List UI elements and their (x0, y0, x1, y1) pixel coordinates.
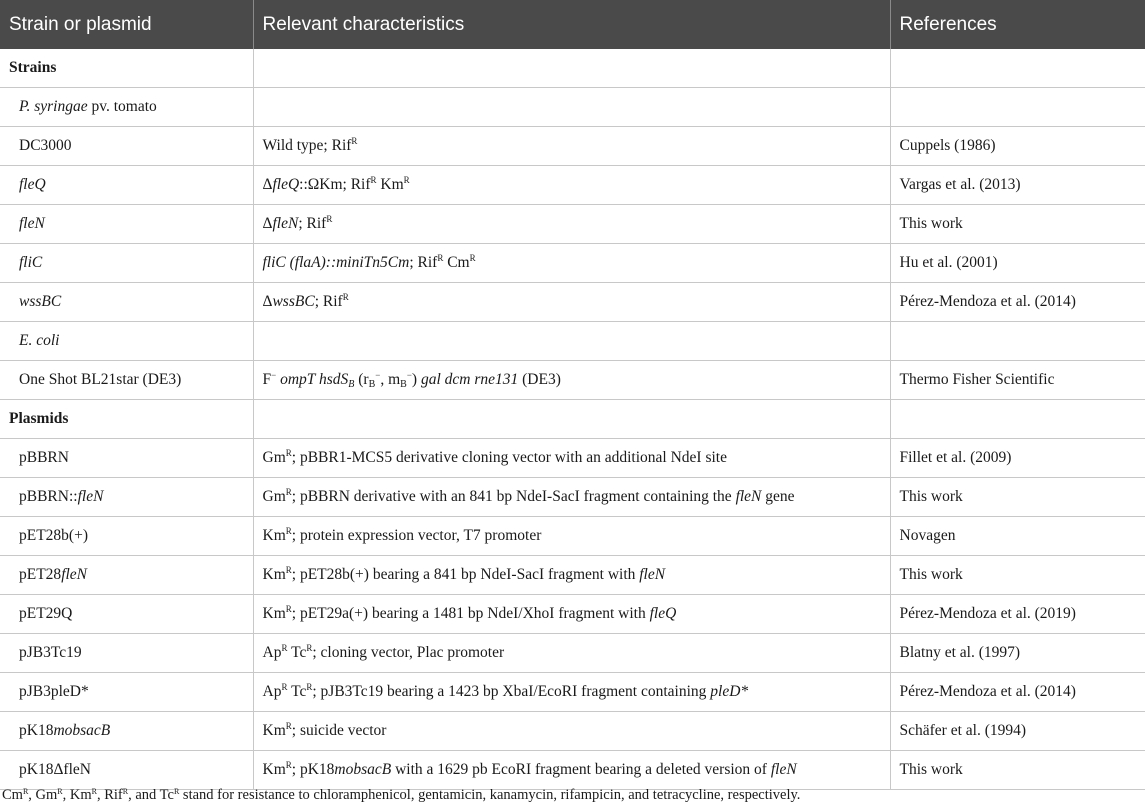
cell-relevant-characteristics (253, 712, 890, 751)
cell-reference: Novagen (890, 517, 1145, 556)
subscript: B (348, 379, 355, 390)
cell-relevant-characteristics (253, 634, 890, 673)
text-run: fleN (639, 566, 666, 583)
text-run: Wild type; Rif (262, 137, 352, 154)
superscript: R (281, 682, 288, 692)
cell-reference (890, 88, 1145, 127)
cell-relevant-characteristics (253, 361, 890, 400)
text-run: ; protein expression vector, T7 promoter (291, 527, 542, 544)
text-run: mobsacB (53, 722, 111, 739)
text-run: P. syringae (19, 98, 88, 115)
table-row (0, 751, 1145, 790)
text-run: pBBRN (19, 449, 69, 466)
text-run: fleN (272, 215, 299, 232)
text-run: Strains (9, 59, 57, 76)
table-row (0, 595, 1145, 634)
text-run: DC3000 (19, 137, 72, 154)
table-row (0, 478, 1145, 517)
section-row (0, 400, 1145, 439)
cell-reference: Hu et al. (2001) (890, 244, 1145, 283)
text-run: , Km (62, 787, 92, 803)
cell-relevant-characteristics (253, 205, 890, 244)
text-run: ; pK18 (291, 761, 335, 778)
text-run: gene (761, 488, 795, 505)
text-run: fleQ (649, 605, 677, 622)
text-run: stand for resistance to chloramphenicol, gentamicin, kanamycin, rifampicin, and tetracycline, respectively. (179, 787, 801, 803)
superscript: R (285, 604, 292, 614)
text-run: Gm (262, 449, 286, 466)
text-run: ompT hsdS (280, 371, 349, 388)
text-run: , Rif (96, 787, 123, 803)
text-run: Km (262, 761, 286, 778)
text-run: ; pJB3Tc19 bearing a 1423 bp XbaI/EcoRI fragment containing (312, 683, 711, 700)
superscript: R (122, 787, 129, 796)
cell-strain-or-plasmid (0, 166, 253, 205)
cell-relevant-characteristics (253, 283, 890, 322)
text-run: ; suicide vector (291, 722, 387, 739)
text-run: Plasmids (9, 410, 69, 427)
cell-strain-or-plasmid (0, 205, 253, 244)
text-run: ) (411, 371, 421, 388)
cell-strain-or-plasmid (0, 439, 253, 478)
text-run: fleN (770, 761, 797, 778)
cell-strain-or-plasmid (0, 88, 253, 127)
text-run: Km (262, 527, 286, 544)
cell-relevant-characteristics (253, 751, 890, 790)
superscript: R (91, 787, 97, 796)
superscript: − (271, 370, 277, 380)
text-run: pBBRN:: (19, 488, 78, 505)
cell-reference: Pérez-Mendoza et al. (2019) (890, 595, 1145, 634)
table-row (0, 673, 1145, 712)
text-run: fleN (77, 488, 104, 505)
cell-strain-or-plasmid (0, 712, 253, 751)
superscript: R (285, 760, 292, 770)
superscript: − (406, 370, 412, 380)
cell-strain-or-plasmid (0, 478, 253, 517)
superscript: R (469, 253, 476, 263)
text-run: Km (376, 176, 404, 193)
table-row (0, 439, 1145, 478)
superscript: R (306, 682, 313, 692)
cell-relevant-characteristics (253, 517, 890, 556)
text-run: Tc (287, 683, 307, 700)
text-run: , Gm (28, 787, 58, 803)
text-run: fleN (61, 566, 88, 583)
text-run: gal dcm rne131 (420, 371, 519, 388)
cell-relevant-characteristics (253, 244, 890, 283)
superscript: R (342, 292, 349, 302)
text-run: pleD* (710, 683, 749, 700)
text-run: Ap (262, 644, 282, 661)
text-run: Km (262, 722, 286, 739)
cell-strain-or-plasmid (0, 49, 253, 88)
cell-strain-or-plasmid (0, 127, 253, 166)
text-run: wssBC (19, 293, 62, 310)
text-run: F (262, 371, 272, 388)
text-run: fleN (735, 488, 762, 505)
table-row (0, 322, 1145, 361)
cell-strain-or-plasmid (0, 361, 253, 400)
text-run: pv. tomato (87, 98, 157, 115)
text-run: fliC (19, 254, 43, 271)
table-body (0, 49, 1145, 790)
cell-reference: This work (890, 205, 1145, 244)
table-row (0, 712, 1145, 751)
cell-relevant-characteristics (253, 439, 890, 478)
text-run: Tc (287, 644, 307, 661)
subscript: B (400, 379, 407, 390)
superscript: R (370, 175, 377, 185)
text-run: pJB3pleD* (19, 683, 89, 700)
table-row (0, 634, 1145, 673)
text-run: wssBC (272, 293, 315, 310)
cell-relevant-characteristics (253, 166, 890, 205)
text-run: ; Rif (409, 254, 438, 271)
text-run: pET28 (19, 566, 62, 583)
text-run: pJB3Tc19 (19, 644, 82, 661)
subscript: B (368, 379, 376, 390)
text-run: ; cloning vector, Plac promoter (312, 644, 505, 661)
superscript: R (326, 214, 333, 224)
cell-reference: Vargas et al. (2013) (890, 166, 1145, 205)
table-row (0, 244, 1145, 283)
cell-strain-or-plasmid (0, 673, 253, 712)
superscript: R (285, 721, 292, 731)
cell-relevant-characteristics (253, 673, 890, 712)
superscript: R (285, 526, 292, 536)
cell-reference (890, 49, 1145, 88)
text-run: Δ (262, 215, 273, 232)
table-row (0, 556, 1145, 595)
cell-strain-or-plasmid (0, 556, 253, 595)
text-run: E. coli (19, 332, 60, 349)
superscript: R (57, 787, 63, 796)
text-run: fleQ (19, 176, 46, 193)
cell-relevant-characteristics (253, 127, 890, 166)
text-run: mobsacB (334, 761, 392, 778)
text-run: Ap (262, 683, 282, 700)
text-run: with a 1629 pb EcoRI fragment bearing a deleted version of (391, 761, 771, 778)
superscript: R (22, 787, 29, 796)
section-row (0, 49, 1145, 88)
table-row (0, 283, 1145, 322)
table-row (0, 166, 1145, 205)
text-run: Δ (262, 293, 273, 310)
superscript: R (437, 253, 444, 263)
text-run: , and Tc (128, 787, 174, 803)
text-run: ; pET28b(+) bearing a 841 bp NdeI-SacI fragment with (291, 566, 640, 583)
table-footnote (2, 787, 800, 804)
cell-reference: Blatny et al. (1997) (890, 634, 1145, 673)
superscript: R (285, 448, 292, 458)
superscript: R (403, 175, 410, 185)
cell-relevant-characteristics (253, 478, 890, 517)
text-run: pET28b(+) (19, 527, 89, 544)
cell-strain-or-plasmid (0, 595, 253, 634)
cell-relevant-characteristics (253, 595, 890, 634)
text-run: Cm (2, 787, 23, 803)
text-run: fliC (flaA)::miniTn5Cm (262, 254, 410, 271)
text-run: fleN (19, 215, 45, 232)
superscript: R (285, 487, 292, 497)
header-row (0, 0, 1145, 49)
cell-strain-or-plasmid (0, 634, 253, 673)
cell-reference: Pérez-Mendoza et al. (2014) (890, 283, 1145, 322)
text-run: pET29Q (19, 605, 73, 622)
cell-relevant-characteristics (253, 322, 890, 361)
text-run: Δ (262, 176, 273, 193)
superscript: R (306, 643, 313, 653)
text-run: ::ΩKm; Rif (299, 176, 371, 193)
text-run: Gm (262, 488, 286, 505)
text-run: (r (354, 371, 369, 388)
text-run: ; pET29a(+) bearing a 1481 bp NdeI/XhoI fragment with (291, 605, 650, 622)
table-row (0, 361, 1145, 400)
text-run: Km (262, 566, 286, 583)
superscript: − (375, 370, 381, 380)
header-relevant-characteristics: Relevant characteristics (253, 0, 890, 49)
table-row (0, 517, 1145, 556)
text-run: , m (380, 371, 401, 388)
superscript: R (173, 787, 180, 796)
cell-reference: Schäfer et al. (1994) (890, 712, 1145, 751)
cell-relevant-characteristics (253, 556, 890, 595)
superscript: R (351, 136, 358, 146)
text-run: One Shot BL21star (DE3) (19, 371, 182, 388)
header-strain-or-plasmid: Strain or plasmid (0, 0, 253, 49)
header-references: References (890, 0, 1145, 49)
text-run: pK18ΔfleN (19, 761, 91, 778)
text-run: ; Rif (314, 293, 343, 310)
cell-strain-or-plasmid (0, 751, 253, 790)
cell-reference: Thermo Fisher Scientific (890, 361, 1145, 400)
cell-reference: This work (890, 556, 1145, 595)
text-run: fleQ (272, 176, 300, 193)
table-header (0, 0, 1145, 49)
cell-reference: Fillet et al. (2009) (890, 439, 1145, 478)
text-run: ; pBBRN derivative with an 841 bp NdeI-SacI fragment containing the (291, 488, 736, 505)
superscript: R (285, 565, 292, 575)
superscript: R (281, 643, 288, 653)
text-run: Cm (443, 254, 470, 271)
text-run: (DE3) (518, 371, 561, 388)
cell-strain-or-plasmid (0, 322, 253, 361)
cell-relevant-characteristics (253, 400, 890, 439)
cell-reference: Pérez-Mendoza et al. (2014) (890, 673, 1145, 712)
cell-reference: Cuppels (1986) (890, 127, 1145, 166)
cell-relevant-characteristics (253, 88, 890, 127)
text-run: pK18 (19, 722, 54, 739)
text-run: Km (262, 605, 286, 622)
table-row (0, 205, 1145, 244)
cell-relevant-characteristics (253, 49, 890, 88)
cell-strain-or-plasmid (0, 283, 253, 322)
text-run: ; Rif (298, 215, 327, 232)
cell-reference (890, 400, 1145, 439)
cell-reference (890, 322, 1145, 361)
text-run: ; pBBR1-MCS5 derivative cloning vector with an additional NdeI site (291, 449, 727, 466)
cell-strain-or-plasmid (0, 400, 253, 439)
cell-reference: This work (890, 751, 1145, 790)
cell-reference: This work (890, 478, 1145, 517)
table-row (0, 88, 1145, 127)
cell-strain-or-plasmid (0, 244, 253, 283)
cell-strain-or-plasmid (0, 517, 253, 556)
table-row (0, 127, 1145, 166)
